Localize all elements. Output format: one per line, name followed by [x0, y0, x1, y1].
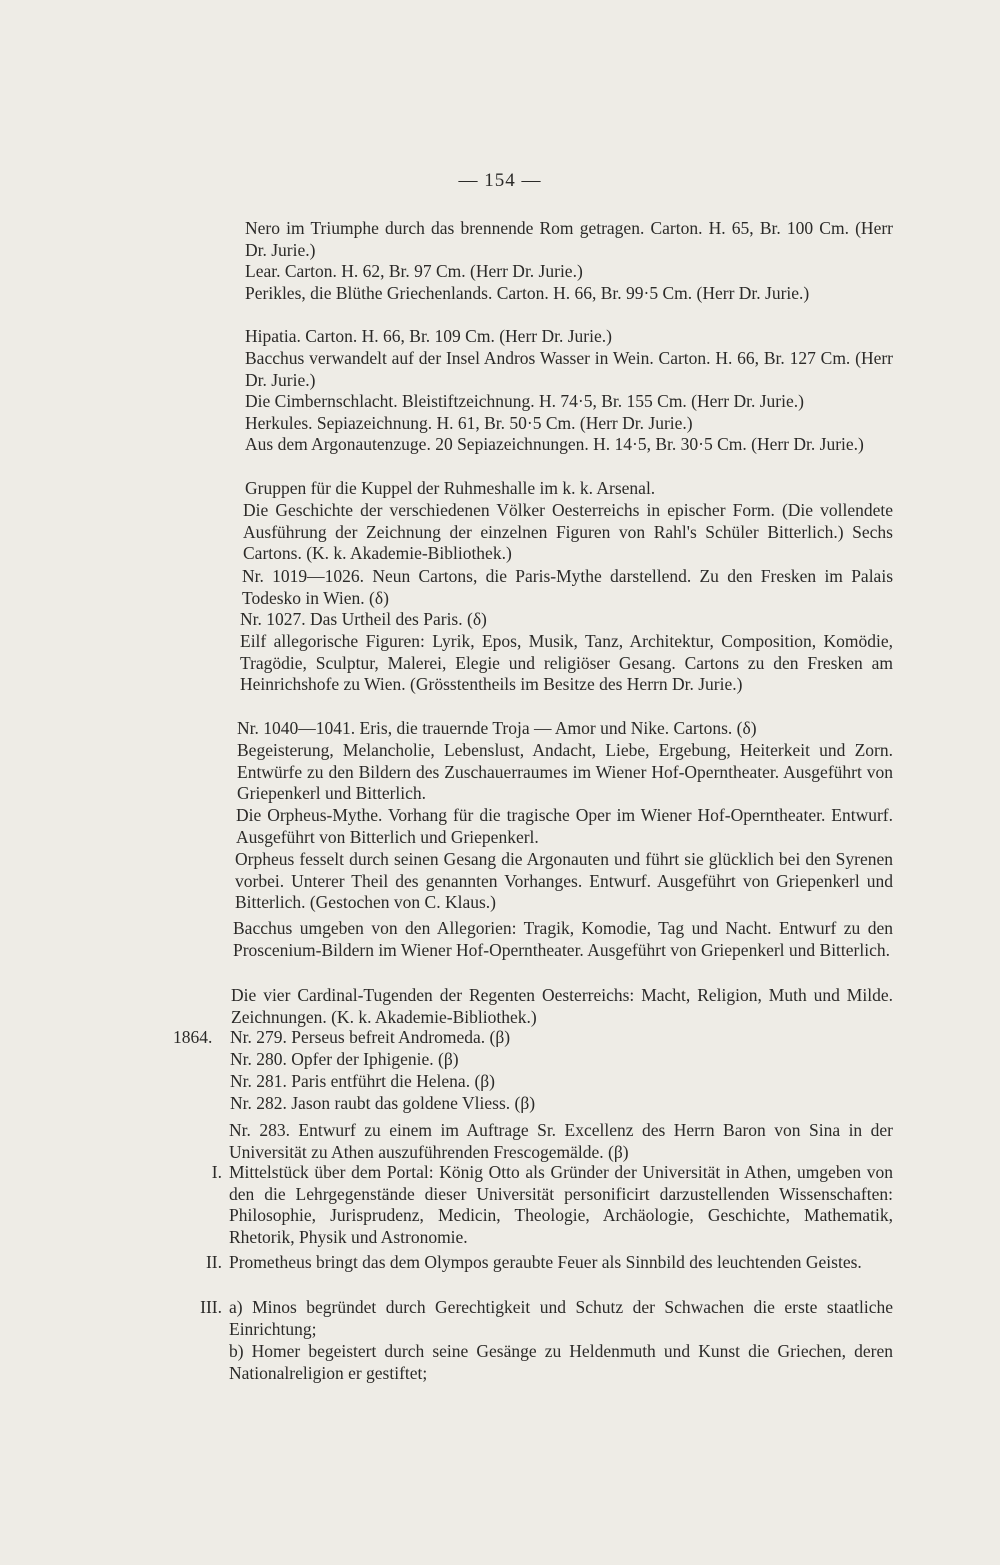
entry-cardinal-tugenden: Die vier Cardinal-Tugenden der Regenten Oesterreichs: Macht, Religion, Muth und Milde. Zeichnungen. (K. k. Akademie-Bibliothek.) — [231, 985, 893, 1027]
entry-nr-1019: Nr. 1019—1026. Neun Cartons, die Paris-Mythe darstellend. Zu den Fresken im Palais Todesko in Wien. (δ) — [242, 566, 893, 608]
entry-minos: a) Minos begründet durch Gerechtigkeit und Schutz der Schwachen die erste staatliche Einrichtung; — [229, 1297, 893, 1339]
entry-bacchus-allegorien: Bacchus umgeben von den Allegorien: Tragik, Komodie, Tag und Nacht. Entwurf zu den Proscenium-Bildern im Wiener Hof-Operntheater. Ausgeführt von Griepenkerl und Bitterlich. — [233, 918, 893, 960]
entry-begeisterung: Begeisterung, Melancholie, Lebenslust, Andacht, Liebe, Ergebung, Heiterkeit und Zorn. Entwürfe zu den Bildern des Zuschauerraumes im Wiener Hof-Operntheater. Ausgeführt von Griepenkerl und Bitterlich. — [237, 740, 893, 803]
entry-argonautenzuge: Aus dem Argonautenzuge. 20 Sepiazeichnungen. H. 14·5, Br. 30·5 Cm. (Herr Dr. Jurie.) — [245, 434, 864, 454]
entry-nr-281: Nr. 281. Paris entführt die Helena. (β) — [230, 1071, 496, 1091]
entry-prometheus: Prometheus bringt das dem Olympos geraubte Feuer als Sinnbild des leuchtenden Geistes. — [229, 1252, 862, 1272]
entry-homer: b) Homer begeistert durch seine Gesänge zu Heldenmuth und Kunst die Griechen, deren Nationalreligion er gestiftet; — [229, 1341, 893, 1383]
entry-nr-283: Nr. 283. Entwurf zu einem im Auftrage Sr. Excellenz des Herrn Baron von Sina in der Universität zu Athen auszuführenden Frescogemälde. (β) — [229, 1120, 893, 1162]
entry-nr-282: Nr. 282. Jason raubt das goldene Vliess. (β) — [230, 1093, 536, 1113]
entry-orpheus-mythe: Die Orpheus-Mythe. Vorhang für die tragische Oper im Wiener Hof-Operntheater. Entwurf. Ausgeführt von Bitterlich und Griepenkerl. — [236, 805, 893, 847]
numeral-ii: II. — [205, 1252, 222, 1272]
entry-geschichte-voelker: Die Geschichte der verschiedenen Völker Oesterreichs in epischer Form. (Die vollendete Ausführung der Zeichnung der einzelnen Figuren von Rahl's Schüler Bitterlich.) Sechs Cartons. (K. k. Akademie-Bibliothek.) — [243, 500, 893, 563]
entry-nr-280: Nr. 280. Opfer der Iphigenie. (β) — [230, 1049, 459, 1069]
entry-hipatia: Hipatia. Carton. H. 66, Br. 109 Cm. (Herr Dr. Jurie.) — [245, 326, 612, 346]
year-label: 1864. — [173, 1027, 213, 1047]
entry-gruppen-kuppel: Gruppen für die Kuppel der Ruhmeshalle im k. k. Arsenal. — [245, 478, 656, 498]
entry-lear: Lear. Carton. H. 62, Br. 97 Cm. (Herr Dr. Jurie.) — [245, 261, 583, 281]
entry-mittelstueck: Mittelstück über dem Portal: König Otto als Gründer der Universität in Athen, umgeben von den die Lehrgegenstände dieser Universität personificirt darzustellenden Wissenschaften: Philosophie, Jurisprudenz, Medicin, Theologie, Archäologie, Geschichte, Mathematik, Rhetorik, Physik und Astronomie. — [229, 1162, 893, 1247]
entry-nr-279: Nr. 279. Perseus befreit Andromeda. (β) — [230, 1027, 511, 1047]
entry-eilf-figuren: Eilf allegorische Figuren: Lyrik, Epos, Musik, Tanz, Architektur, Composition, Komödie, Tragödie, Sculptur, Malerei, Elegie und religiöser Gesang. Cartons zu den Fresken am Heinrichshofe zu Wien. (Grösstentheils im Besitze des Herrn Dr. Jurie.) — [240, 631, 893, 694]
entry-perikles: Perikles, die Blüthe Griechenlands. Carton. H. 66, Br. 99·5 Cm. (Herr Dr. Jurie.) — [245, 283, 810, 303]
entry-nr-1027: Nr. 1027. Das Urtheil des Paris. (δ) — [240, 609, 487, 629]
entry-herkules: Herkules. Sepiazeichnung. H. 61, Br. 50·5 Cm. (Herr Dr. Jurie.) — [245, 413, 693, 433]
entry-nero: Nero im Triumphe durch das brennende Rom getragen. Carton. H. 65, Br. 100 Cm. (Herr Dr. Jurie.) — [245, 218, 893, 260]
numeral-iii: III. — [200, 1297, 222, 1317]
entry-cimbernschlacht: Die Cimbernschlacht. Bleistiftzeichnung. H. 74·5, Br. 155 Cm. (Herr Dr. Jurie.) — [245, 391, 804, 411]
entry-orpheus-fesselt: Orpheus fesselt durch seinen Gesang die Argonauten und führt sie glücklich bei den Syrenen vorbei. Unterer Theil des genannten Vorhanges. Entwurf. Ausgeführt von Griepenkerl und Bitterlich. (Gestochen von C. Klaus.) — [235, 849, 893, 912]
page-number: — 154 — — [458, 170, 542, 191]
numeral-i: I. — [211, 1162, 222, 1182]
entry-bacchus-andros: Bacchus verwandelt auf der Insel Andros Wasser in Wein. Carton. H. 66, Br. 127 Cm. (Herr Dr. Jurie.) — [245, 348, 893, 390]
entry-nr-1040: Nr. 1040—1041. Eris, die trauernde Troja — Amor und Nike. Cartons. (δ) — [237, 718, 757, 738]
